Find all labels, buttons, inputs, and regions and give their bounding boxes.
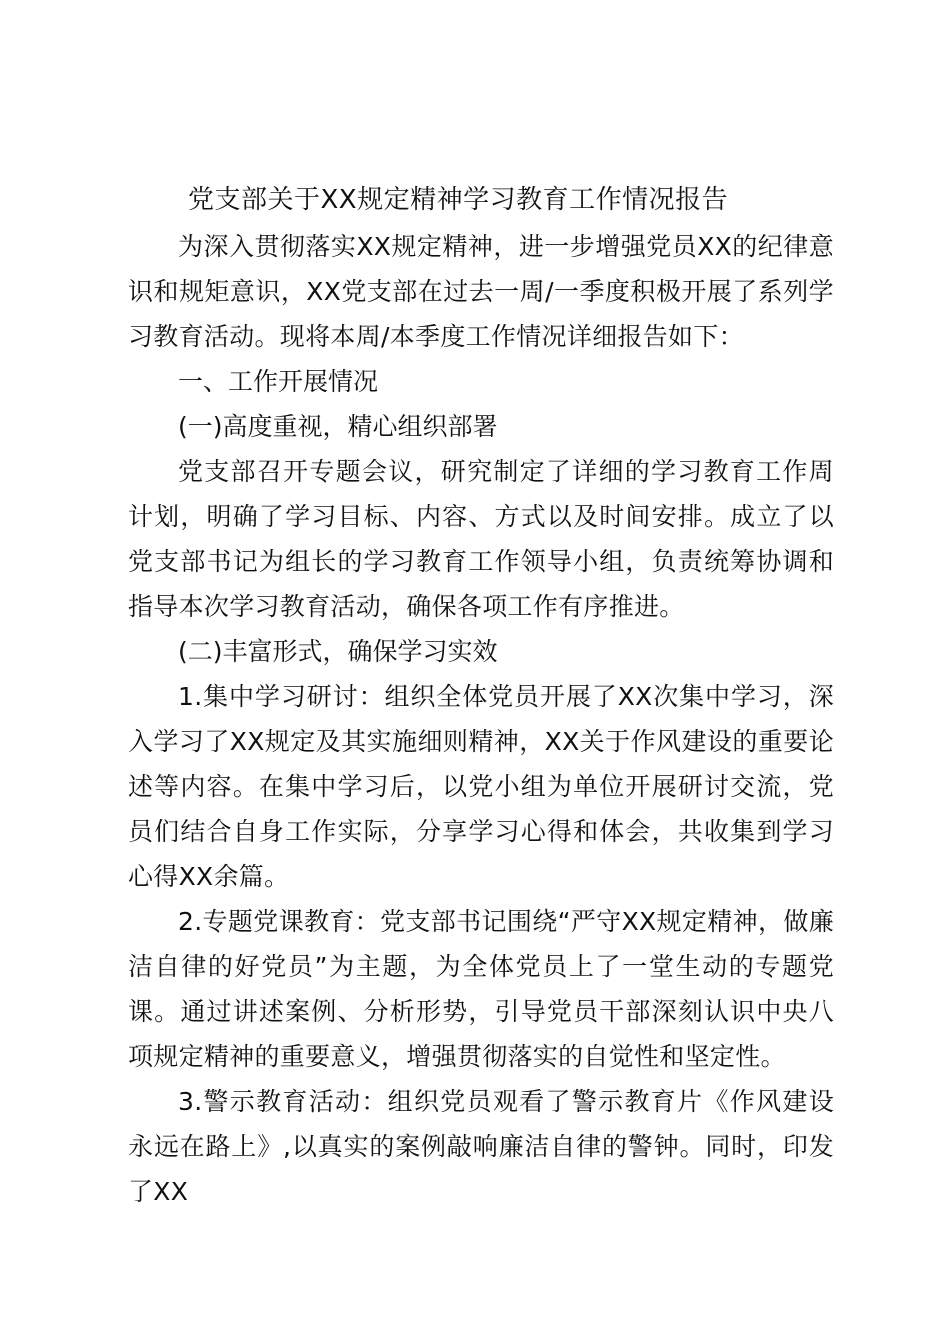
- subsection-heading-organization: (一)高度重视，精心组织部署: [178, 412, 498, 441]
- section-heading-work-progress: 一、工作开展情况: [178, 367, 379, 396]
- list-item-warning-education: 3.警示教育活动：组织党员观看了警示教育片《作风建设永远在路上》,以真实的案例敲响廉洁自律的警钟。同时，印发了XX: [128, 1087, 834, 1206]
- list-item-centralized-study: 1.集中学习研讨：组织全体党员开展了XX次集中学习，深入学习了XX规定及其实施细则精神，XX关于作风建设的重要论述等内容。在集中学习后，以党小组为单位开展研讨交流，党员们结合自身工作实际，分享学习心得和体会，共收集到学习心得XX余篇。: [128, 682, 834, 891]
- subsection-paragraph-organization: 党支部召开专题会议，研究制定了详细的学习教育工作周计划，明确了学习目标、内容、方式以及时间安排。成立了以党支部书记为组长的学习教育工作领导小组，负责统筹协调和指导本次学习教育活动，确保各项工作有序推进。: [128, 457, 834, 621]
- list-item-party-lecture: 2.专题党课教育：党支部书记围绕“严守XX规定精神，做廉洁自律的好党员”为主题，为全体党员上了一堂生动的专题党课。通过讲述案例、分析形势，引导党员干部深刻认识中央八项规定精神的重要意义，增强贯彻落实的自觉性和坚定性。: [128, 907, 834, 1071]
- intro-paragraph: 为深入贯彻落实XX规定精神，进一步增强党员XX的纪律意识和规矩意识，XX党支部在过去一周/一季度积极开展了系列学习教育活动。现将本周/本季度工作情况详细报告如下：: [128, 232, 834, 351]
- document-body: [128, 176, 834, 1214]
- subsection-heading-forms: (二)丰富形式，确保学习实效: [178, 637, 498, 666]
- document-title: 党支部关于XX规定精神学习教育工作情况报告: [188, 185, 729, 215]
